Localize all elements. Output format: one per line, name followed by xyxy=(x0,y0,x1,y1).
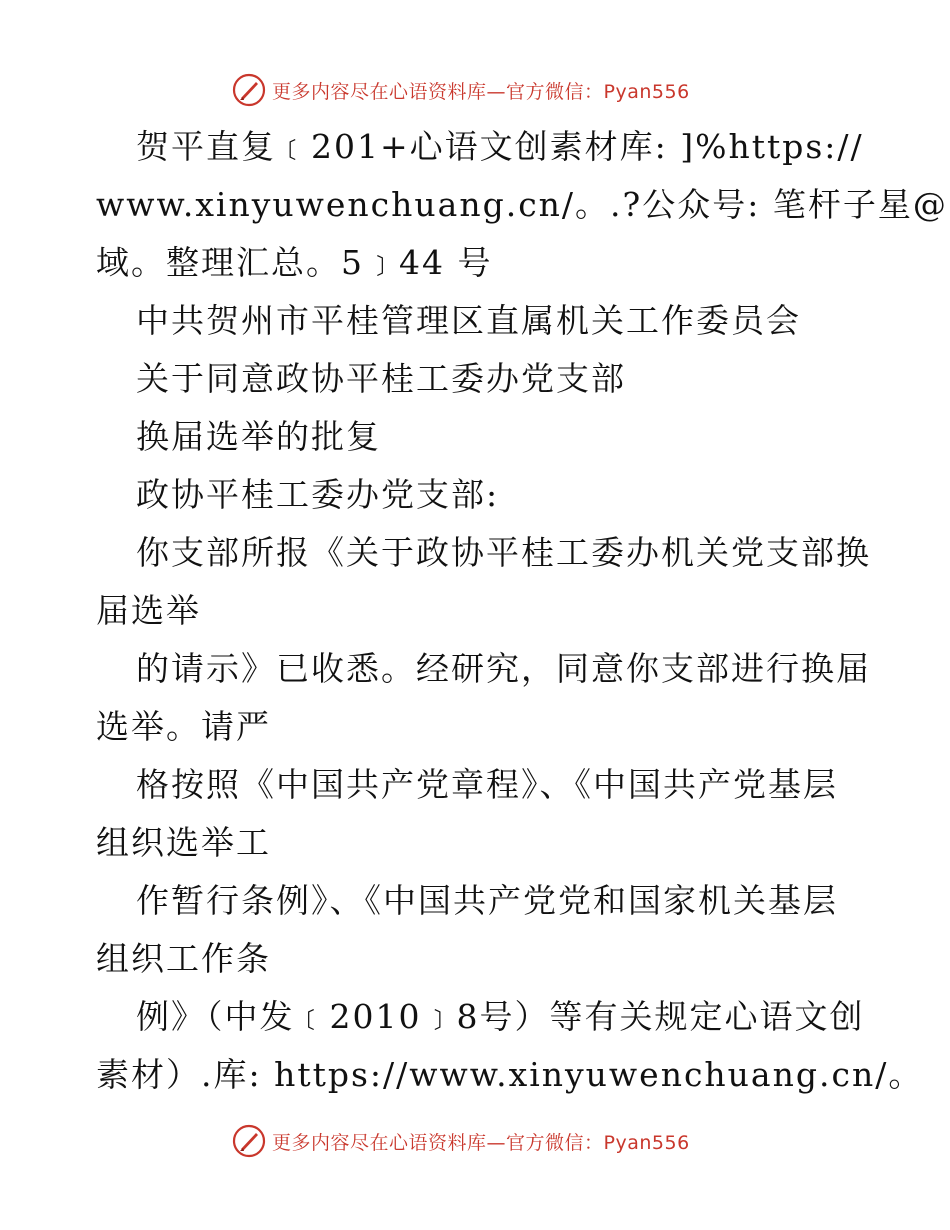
quill-logo-icon xyxy=(232,1124,266,1158)
text-line: 组织工作条 xyxy=(96,939,271,978)
banner-text: 更多内容尽在心语资料库—官方微信：Pyan556 xyxy=(272,1131,690,1154)
banner-text: 更多内容尽在心语资料库—官方微信：Pyan556 xyxy=(272,80,690,103)
recipient-line: 政协平桂工委办党支部: xyxy=(136,475,500,514)
text-line: 格按照《中国共产党章程》、《中国共产党基层 xyxy=(136,765,838,804)
text-line: 域。整理汇总。5﹞44 号 xyxy=(96,243,493,282)
text-line: 届选举 xyxy=(96,591,201,630)
text-line: 例》（中发﹝2010﹞8号）等有关规定心语文创 xyxy=(136,997,865,1036)
title-line: 关于同意政协平桂工委办党支部 xyxy=(136,359,626,398)
footer-banner xyxy=(232,1122,712,1160)
text-line: 选举。请严 xyxy=(96,707,271,746)
text-line: 你支部所报《关于政协平桂工委办机关党支部换 xyxy=(136,533,871,572)
header-banner xyxy=(232,71,712,109)
quill-logo-icon xyxy=(232,73,266,107)
text-line: 作暂行条例》、《中国共产党党和国家机关基层 xyxy=(136,881,838,920)
issuer-line: 中共贺州市平桂管理区直属机关工作委员会 xyxy=(136,301,801,340)
text-line: 素材）.库: https://www.xinyuwenchuang.cn/。 xyxy=(96,1055,924,1094)
text-line: www.xinyuwenchuang.cn/。.?公众号: 笔杆子星@ xyxy=(96,185,948,224)
text-line: 组织选举工 xyxy=(96,823,271,862)
text-line: 的请示》已收悉。经研究，同意你支部进行换届 xyxy=(136,649,871,688)
text-line: 贺平直复﹝201+心语文创素材库: ]%https:// xyxy=(136,127,864,166)
title-line: 换届选举的批复 xyxy=(136,417,381,456)
document-body xyxy=(96,118,948,1104)
